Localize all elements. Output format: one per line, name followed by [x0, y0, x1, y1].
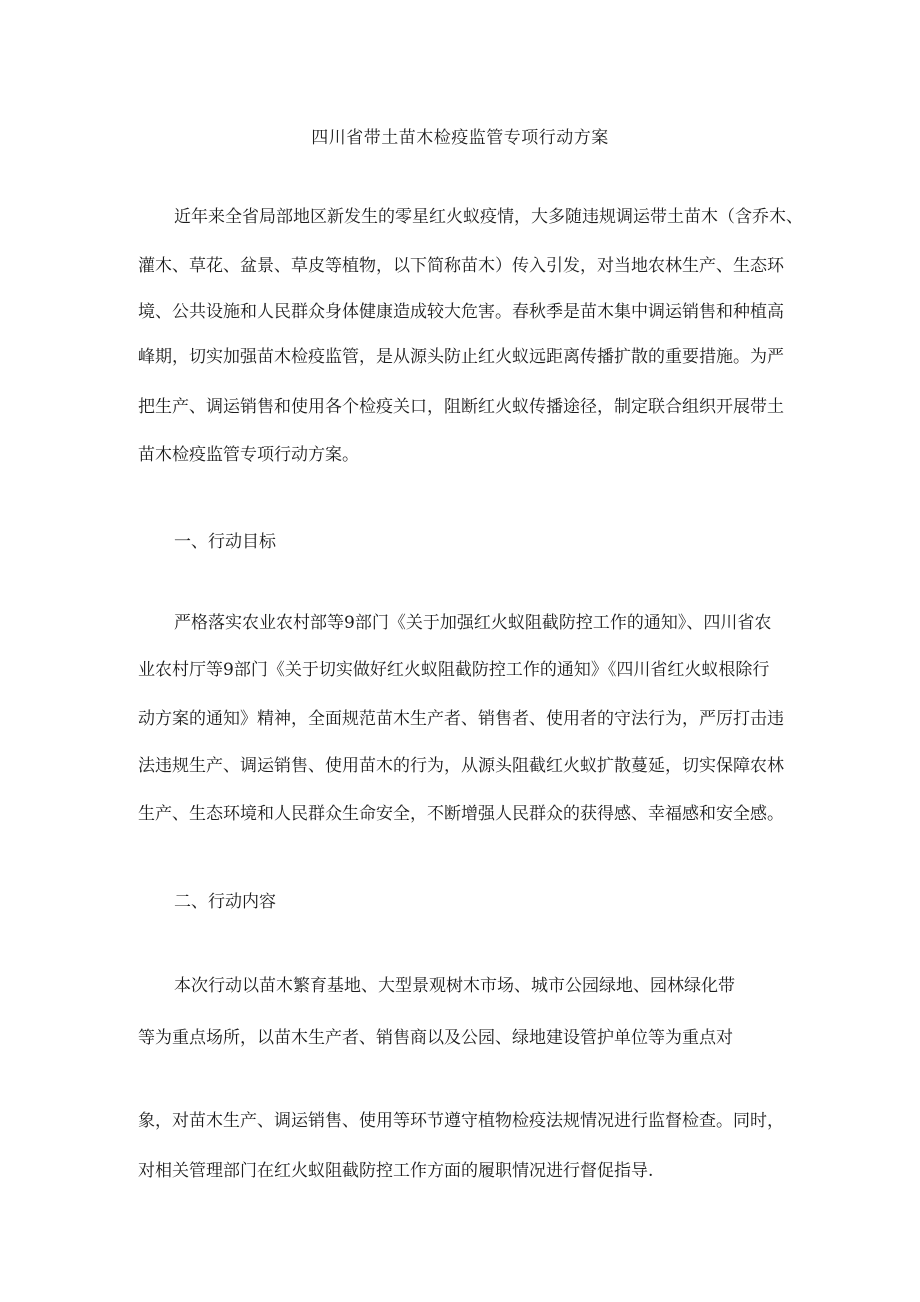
section1-line-1: 严格落实农业农村部等9部门《关于加强红火蚁阻截防控工作的通知》、四川省农	[174, 613, 772, 633]
intro-line-4: 峰期，切实加强苗木检疫监管，是从源头防止红火蚁远距离传播扩散的重要措施。为严	[138, 347, 784, 367]
intro-line-2: 灌木、草花、盆景、草皮等植物，以下简称苗木）传入引发，对当地农林生产、生态环	[138, 256, 784, 276]
intro-line-3: 境、公共设施和人民群众身体健康造成较大危害。春秋季是苗木集中调运销售和种植高	[138, 302, 784, 322]
document-title: 四川省带土苗木检疫监管专项行动方案	[311, 128, 609, 148]
intro-line-6: 苗木检疫监管专项行动方案。	[138, 445, 359, 465]
intro-line-1: 近年来全省局部地区新发生的零星红火蚁疫情，大多随违规调运带土苗木（含乔木、	[174, 207, 803, 227]
section2-line-4: 对相关管理部门在红火蚁阻截防控工作方面的履职情况进行督促指导.	[138, 1161, 654, 1181]
section1-line-2: 业农村厅等9部门《关于切实做好红火蚁阻截防控工作的通知》《四川省红火蚁根除行	[138, 660, 770, 680]
section1-line-3: 动方案的通知》精神，全面规范苗木生产者、销售者、使用者的守法行为，严厉打击违	[138, 709, 784, 729]
intro-line-5: 把生产、调运销售和使用各个检疫关口，阻断红火蚁传播途径，制定联合组织开展带土	[138, 397, 784, 417]
section1-heading: 一、行动目标	[174, 532, 276, 552]
section1-line-4: 法违规生产、调运销售、使用苗木的行为，从源头阻截红火蚁扩散蔓延，切实保障农林	[138, 756, 784, 776]
section1-line-5: 生产、生态环境和人民群众生命安全，不断增强人民群众的获得感、幸福感和安全感。	[138, 804, 784, 824]
section2-line-1: 本次行动以苗木繁育基地、大型景观树木市场、城市公园绿地、园林绿化带	[174, 976, 735, 996]
section2-heading: 二、行动内容	[174, 892, 276, 912]
section2-line-3: 象，对苗木生产、调运销售、使用等环节遵守植物检疫法规情况进行监督检查。同时，	[138, 1111, 784, 1131]
section2-line-2: 等为重点场所，以苗木生产者、销售商以及公园、绿地建设管护单位等为重点对	[138, 1028, 733, 1048]
